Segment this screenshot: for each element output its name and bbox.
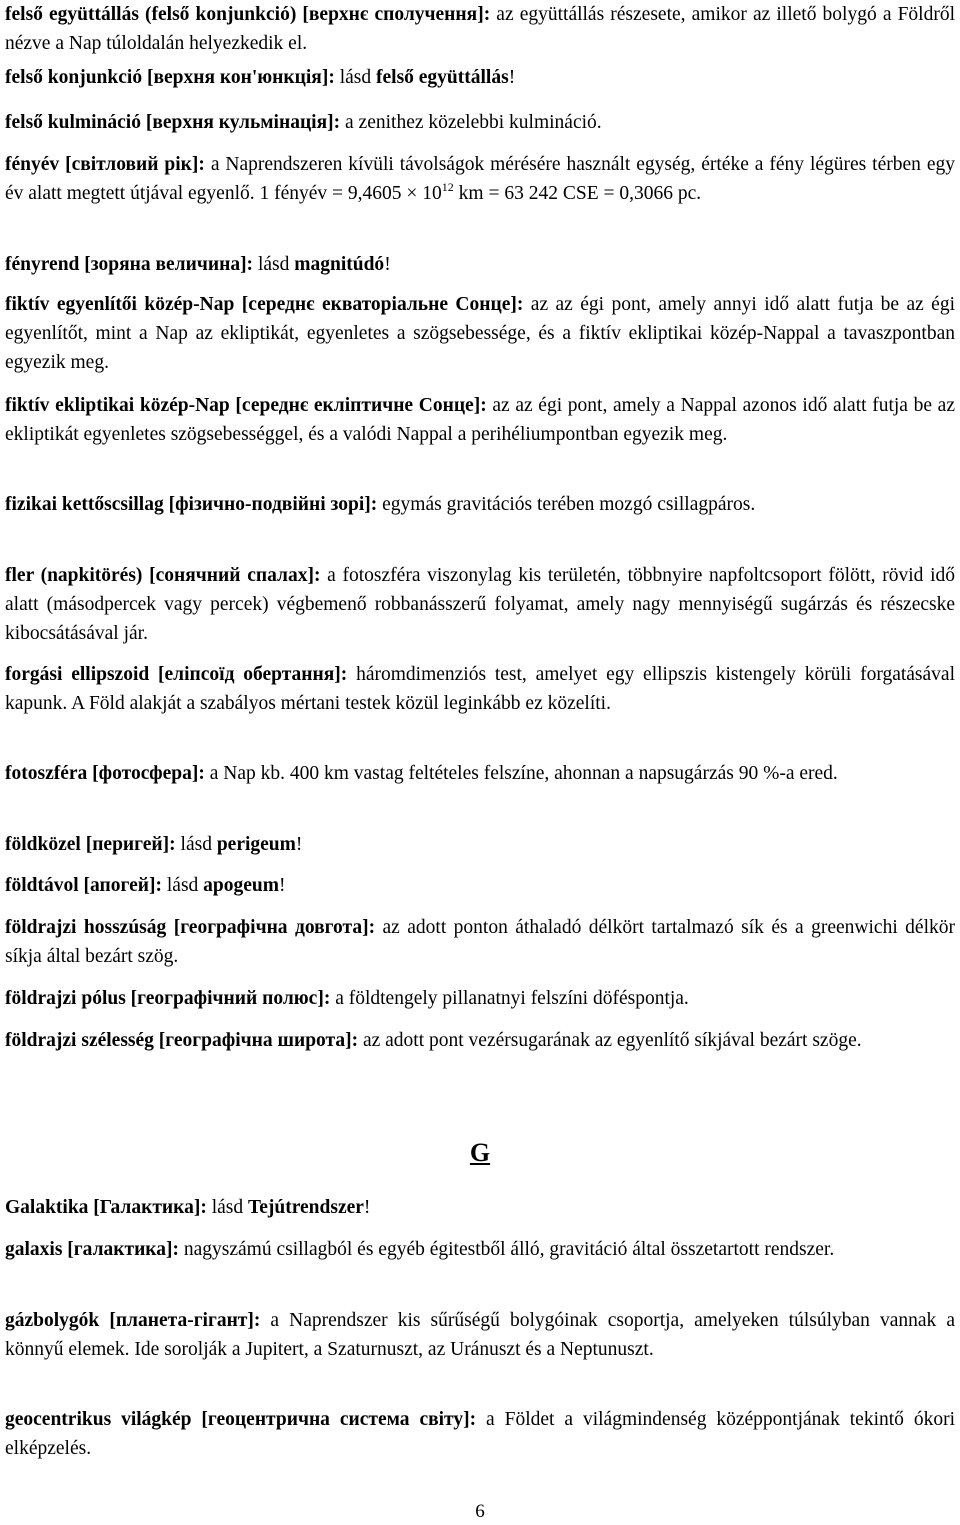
glossary-entry bbox=[5, 1405, 955, 1463]
entry-term: földrajzi szélesség [географічна широта]: bbox=[5, 1030, 359, 1051]
glossary-entry bbox=[5, 561, 955, 648]
entry-term: magnitúdó bbox=[294, 254, 385, 275]
entry-text: nagyszámú csillagból és egyéb égitestből álló, gravitáció által összetartott rendszer. bbox=[179, 1239, 835, 1260]
entry-text: a fotoszféra viszonylag kis területén, többnyire napfoltcsoport fölött, rövid idő alatt (másodpercek vagy percek) végbemenő robbanásszerű folyamat, amely nagy mennyiségű sugárzás és részecske kibocsátásával jár. bbox=[5, 565, 956, 644]
glossary-entry bbox=[5, 1193, 955, 1222]
glossary-entry bbox=[5, 830, 955, 859]
entry-text: a Naprendszer kis sűrűségű bolygóinak csoportja, amelyeken túlsúlyban vannak a könnyű elemek. Ide sorolják a Jupitert, a Szaturnuszt, az Uránuszt és a Neptunuszt. bbox=[5, 1310, 955, 1360]
entry-term: apogeum bbox=[203, 875, 280, 896]
glossary-entry bbox=[5, 0, 955, 58]
glossary-entry bbox=[5, 1306, 955, 1364]
glossary-entry bbox=[5, 1235, 955, 1264]
entry-text: az az égi pont, amely annyi idő alatt futja be az égi egyenlítőt, mint a Nap az ekliptikát, egyenletes a szögsebessége, és a fiktív ekliptikai közép-Nappal a tavaszpontban egyezik meg. bbox=[5, 294, 956, 373]
entry-text: egymás gravitációs terében mozgó csillagpáros. bbox=[377, 494, 756, 515]
entry-term: felső konjunkció [верхня кон'юнкція]: bbox=[5, 67, 335, 88]
glossary-entry bbox=[5, 984, 955, 1013]
entry-term: perigeum bbox=[216, 834, 296, 855]
page-number: 6 bbox=[475, 1501, 485, 1522]
entry-text: az az égi pont, amely a Nappal azonos idő alatt futja be az ekliptikát egyenletes szögsebességgel, és a valódi Nappal a perihéliumpontban egyezik meg. bbox=[5, 395, 955, 445]
entry-term: földrajzi pólus [географічний полюс]: bbox=[5, 988, 331, 1009]
glossary-entry bbox=[5, 490, 955, 519]
entry-term: felső együttállás bbox=[376, 67, 509, 88]
glossary-entry bbox=[5, 871, 955, 900]
glossary-entry bbox=[5, 759, 955, 788]
entry-term: fiktív ekliptikai közép-Nap [середнє екліптичне Сонце]: bbox=[5, 395, 487, 416]
entry-term: gázbolygók [планета-гігант]: bbox=[5, 1310, 261, 1331]
glossary-entry bbox=[5, 290, 955, 377]
glossary-entry bbox=[5, 63, 955, 92]
entry-term: fizikai kettőscsillag [фізично-подвійні зорі]: bbox=[5, 494, 378, 515]
section-letter: G bbox=[469, 1138, 491, 1167]
glossary-entry bbox=[5, 250, 955, 279]
entry-text: lásd bbox=[162, 875, 204, 896]
entry-term: földtávol [апогей]: bbox=[5, 875, 162, 896]
entry-text: ! bbox=[295, 834, 303, 855]
entry-text: lásd bbox=[175, 834, 217, 855]
entry-text: km = 63 242 CSE = 0,3066 pc. bbox=[453, 183, 702, 204]
entry-term: forgási ellipszoid [еліпсоїд обертання]: bbox=[5, 664, 348, 685]
entry-term: földrajzi hosszúság [географічна довгота]: bbox=[5, 917, 376, 938]
entry-text: lásd bbox=[206, 1197, 249, 1218]
entry-term: földközel [перигей]: bbox=[5, 834, 176, 855]
entry-term: felső együttállás (felső konjunkció) [верхнє сполучення]: bbox=[5, 4, 491, 25]
exponent: 12 bbox=[441, 180, 454, 194]
entry-text: a földtengely pillanatnyi felszíni döféspontja. bbox=[330, 988, 689, 1009]
entry-text: ! bbox=[508, 67, 516, 88]
entry-term: geocentrikus világkép [геоцентрична система світу]: bbox=[5, 1409, 477, 1430]
entry-text: a Nap kb. 400 km vastag feltételes felszíne, ahonnan a napsugárzás 90 %-a ered. bbox=[204, 763, 838, 784]
entry-term: fotoszféra [фотосфера]: bbox=[5, 763, 205, 784]
entry-term: galaxis [галактика]: bbox=[5, 1239, 179, 1260]
entry-text: a zenithez közelebbi kulmináció. bbox=[340, 112, 602, 133]
entry-text: a Földet a világmindenség középpontjának tekintő ókori elképzelés. bbox=[5, 1409, 955, 1459]
glossary-entry bbox=[5, 391, 955, 449]
glossary-entry bbox=[5, 150, 955, 208]
glossary-entry bbox=[5, 660, 955, 718]
entry-term: felső kulmináció [верхня кульмінація]: bbox=[5, 112, 341, 133]
entry-text: ! bbox=[363, 1197, 371, 1218]
entry-term: Galaktika [Галактика]: bbox=[5, 1197, 207, 1218]
glossary-entry bbox=[5, 108, 955, 137]
entry-text: lásd bbox=[334, 67, 376, 88]
entry-term: fényév [світловий рік]: bbox=[5, 154, 205, 175]
entry-text: ! bbox=[384, 254, 391, 275]
entry-text: az együttállás részesete, amikor az illető bolygó a Földről nézve a Nap túloldalán helyezkedik el. bbox=[5, 4, 956, 54]
glossary-entry bbox=[5, 913, 955, 971]
entry-term: fényrend [зоряна величина]: bbox=[5, 254, 254, 275]
entry-text: az adott ponton áthaladó délkört tartalmazó sík és a greenwichi délkör síkja által bezárt szög. bbox=[5, 917, 955, 967]
entry-text: az adott pont vezérsugarának az egyenlítő síkjával bezárt szöge. bbox=[358, 1030, 862, 1051]
entry-term: fiktív egyenlítői közép-Nap [середнє екваторіальне Сонце]: bbox=[5, 294, 524, 315]
entry-text: ! bbox=[279, 875, 286, 896]
entry-text: háromdimenziós test, amelyet egy ellipszis kistengely körüli forgatásával kapunk. A Föld alakját a szabályos mértani testek közül leginkább ez közelíti. bbox=[5, 664, 956, 714]
entry-text: a Naprendszeren kívüli távolságok mérésére használt egység, értéke a fény légüres térben egy év alatt megtett útjával egyenlő. 1 fényév = 9,4605 × 10 bbox=[5, 154, 955, 204]
entry-term: fler (napkitörés) [сонячний спалах]: bbox=[5, 565, 321, 586]
glossary-entry bbox=[5, 1026, 955, 1055]
entry-text: lásd bbox=[253, 254, 295, 275]
entry-term: Tejútrendszer bbox=[248, 1197, 364, 1218]
